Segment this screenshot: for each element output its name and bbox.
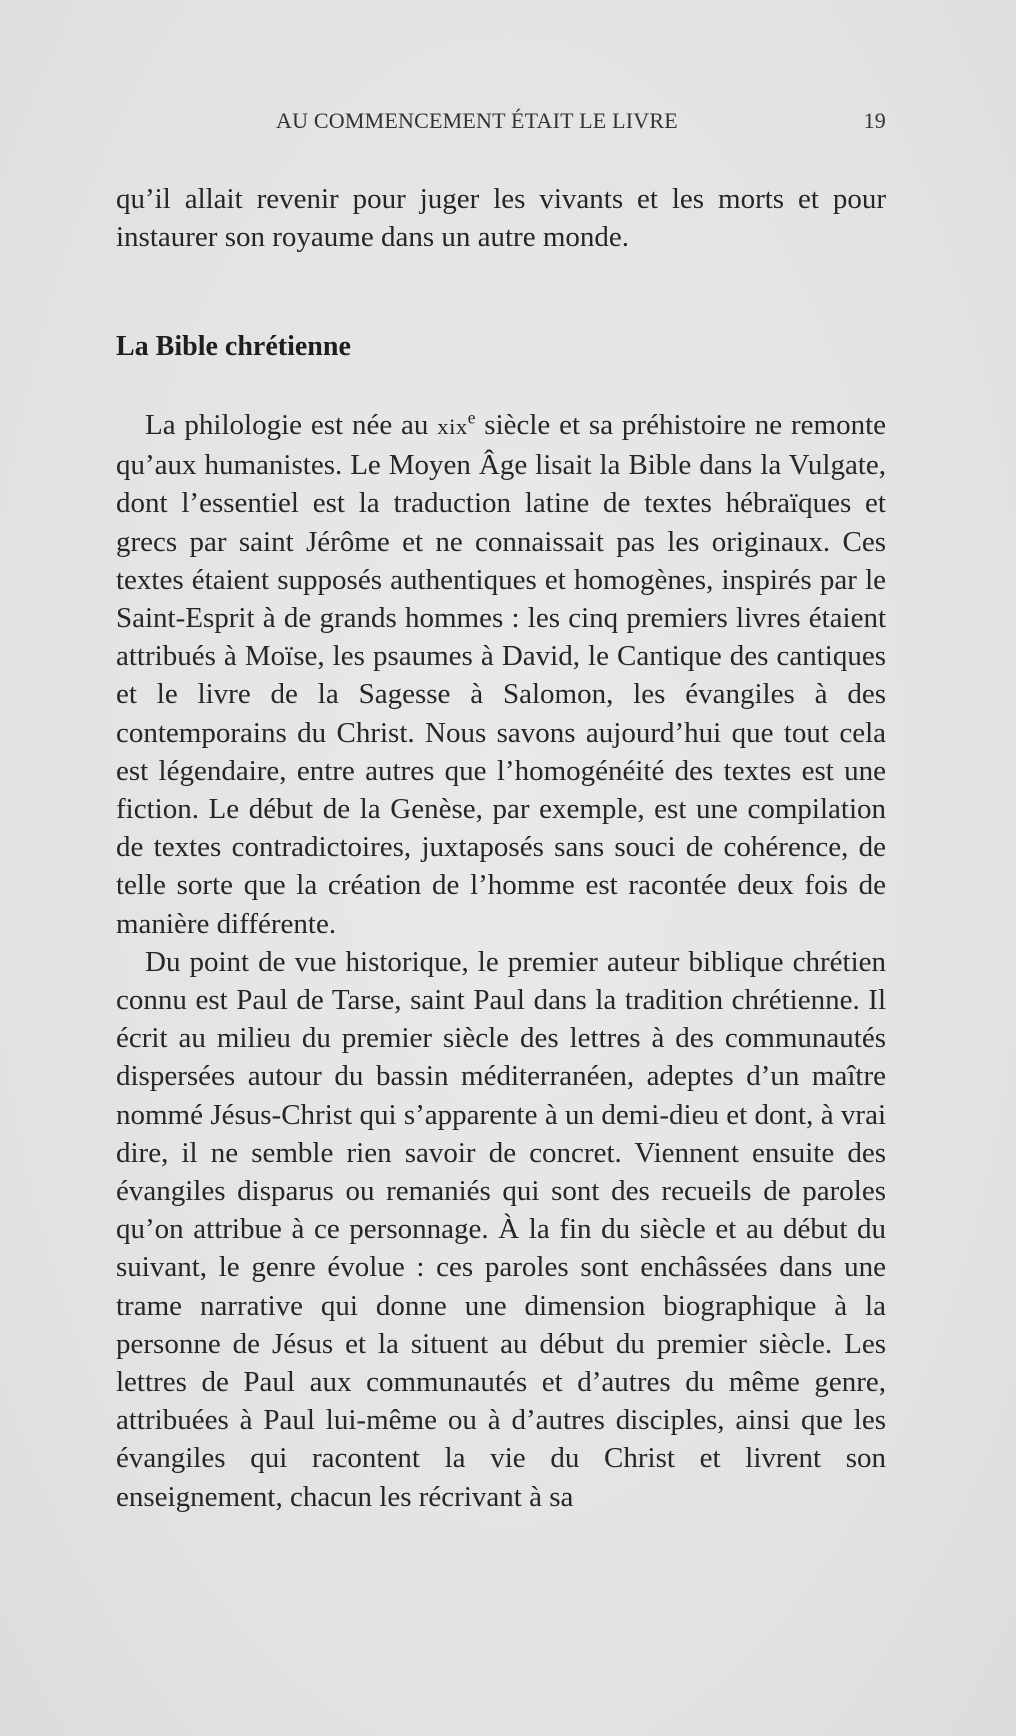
century-superscript: e bbox=[467, 407, 476, 428]
section-heading: La Bible chrétienne bbox=[116, 331, 351, 362]
running-head-title: AU COMMENCEMENT ÉTAIT LE LIVRE bbox=[276, 108, 678, 133]
paragraph-2: Du point de vue historique, le premier auteur biblique chrétien connu est Paul de Tarse, saint Paul dans la tradition chrétienne. Il écrit au milieu du premier siècle des lettres à des communautés dispersées autour du bassin méditerranéen, adeptes d’un maître nommé Jésus-Christ qui s’apparente à un demi-dieu et dont, à vrai dire, il ne semble rien savoir de concret. Viennent ensuite des évangiles disparus ou remaniés qui sont des recueils de paroles qu’on attribue à ce personnage. À la fin du siècle et au début du suivant, le genre évolue : ces paroles sont enchâssées dans une trame narrative qui donne une dimension biographique à la personne de Jésus et la situent au début du premier siècle. Les lettres de Paul aux communautés et d’autres du même genre, attribuées à Paul lui-même ou à d’autres disciples, ainsi que les évangiles qui racontent la vie du Christ et livrent son enseignement, chacun les récrivant à sa bbox=[116, 945, 886, 1513]
paragraph-1 bbox=[116, 406, 886, 943]
paragraph-1-rest: siècle et sa préhistoire ne remonte qu’aux humanistes. Le Moyen Âge lisait la Bible dans la Vulgate, dont l’essentiel est la traduction latine de textes hébraïques et grecs par saint Jérôme et ne connaissait pas les originaux. Ces textes étaient supposés authentiques et homogènes, inspirés par le Saint-Esprit à de grands hommes : les cinq premiers livres étaient attribués à Moïse, les psaumes à David, le Cantique des cantiques et le livre de la Sagesse à Salomon, les évangiles à des contemporains du Christ. Nous savons aujourd’hui que tout cela est légendaire, entre autres que l’homogénéité des textes est une fiction. Le début de la Genèse, par exemple, est une compilation de textes contradictoires, juxtaposés sans souci de cohérence, de telle sorte que la création de l’homme est racontée deux fois de manière différente. bbox=[116, 409, 887, 940]
continued-paragraph: qu’il allait revenir pour juger les vivants et les morts et pour instaurer son royaume dans un autre monde. bbox=[116, 183, 886, 254]
paragraph-1-lead: La philologie est née au bbox=[145, 409, 429, 441]
page-number: 19 bbox=[863, 108, 886, 133]
running-head bbox=[118, 108, 886, 138]
century-numeral: xix bbox=[437, 414, 468, 439]
section-body bbox=[116, 406, 886, 1516]
